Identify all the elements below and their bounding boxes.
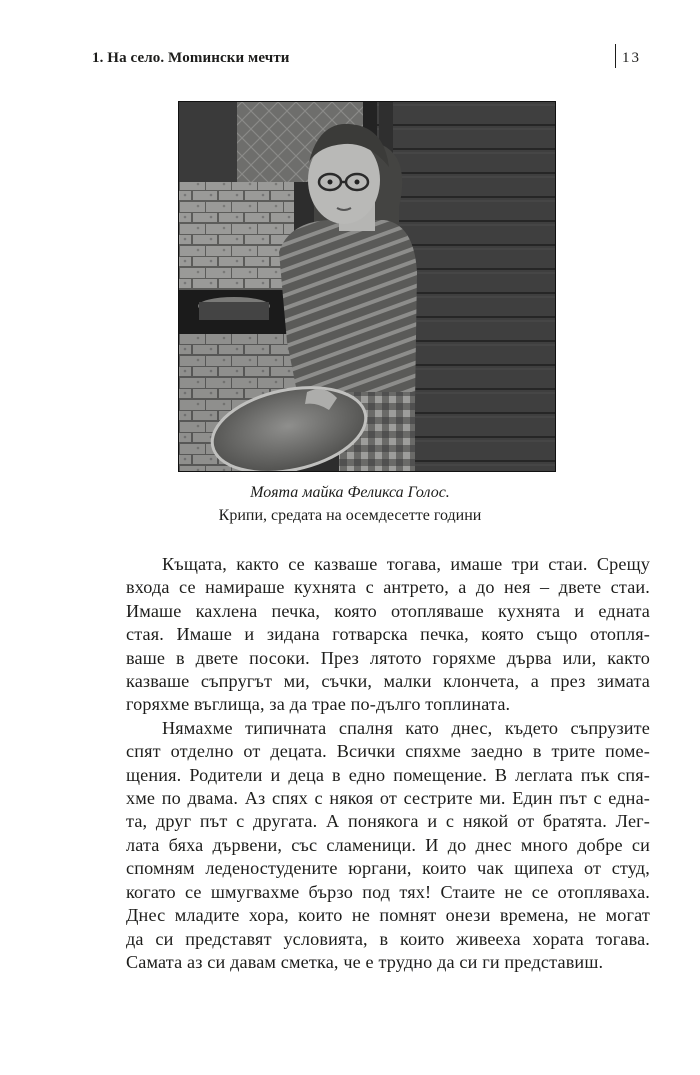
figure-caption-line-2: Крипи, средата на осемдесетте години xyxy=(218,507,482,524)
text-line: горяхме въглища, за да трае по-дълго топлината. xyxy=(126,694,511,715)
text-line: спят отделно от децата. Всички спяхме заедно в трите поме- xyxy=(126,741,650,762)
figure-caption-line-1: Моята майка Феликса Голос. xyxy=(250,484,450,501)
text-line: лата бяха дървени, със сламеници. И до днес много добре си xyxy=(126,834,650,855)
text-line: Самата аз си давам сметка, че е трудно да си ги представиш. xyxy=(126,951,604,972)
text-line: когато се шмугвахме бързо под тях! Стаите не се отопляваха. xyxy=(126,881,650,902)
photograph-image xyxy=(179,102,555,471)
text-line: щения. Родители и деца в едно помещение. В леглата пък спя- xyxy=(126,764,650,785)
text-line: стая. Имаше и зидана готварска печка, която също отопля- xyxy=(126,624,650,645)
page-number-divider xyxy=(615,44,616,68)
paragraph-1 xyxy=(90,553,650,717)
running-header-title: 1. На село. Momински мечти xyxy=(92,50,290,66)
body-text xyxy=(90,553,650,974)
text-line: да си представят условията, в които живееха хората тогава. xyxy=(126,928,650,949)
text-line: хме по двама. Аз спях с някоя от сестрите ми. Един път с една- xyxy=(126,788,650,809)
page-number: 13 xyxy=(622,50,641,66)
text-line: Къщата, както се казваше тогава, имаше три стаи. Срещу xyxy=(162,554,650,574)
paragraph-2 xyxy=(90,717,650,974)
text-line: казваше съпругът ми, съчки, малки клончета, а през зимата xyxy=(126,671,650,692)
text-line: ваше в двете посоки. През лятото горяхме дърва или, както xyxy=(126,647,650,668)
text-line: входа се намираше кухнята с антрето, а до нея – двете стаи. xyxy=(126,577,650,598)
text-line: Нямахме типичната спалня като днес, където съпрузите xyxy=(162,717,650,738)
photograph xyxy=(178,101,556,472)
text-line: Днес младите хора, които не помнят онези времена, не могат xyxy=(126,905,650,926)
text-line: Имаше кахлена печка, която отопляваше кухнята и едната xyxy=(126,600,650,621)
text-line: та, друг път с другата. А понякога и с някой от братята. Лег- xyxy=(126,811,650,832)
text-line: спомням леденостудените юргани, които чак щипеха от студ, xyxy=(126,858,650,879)
